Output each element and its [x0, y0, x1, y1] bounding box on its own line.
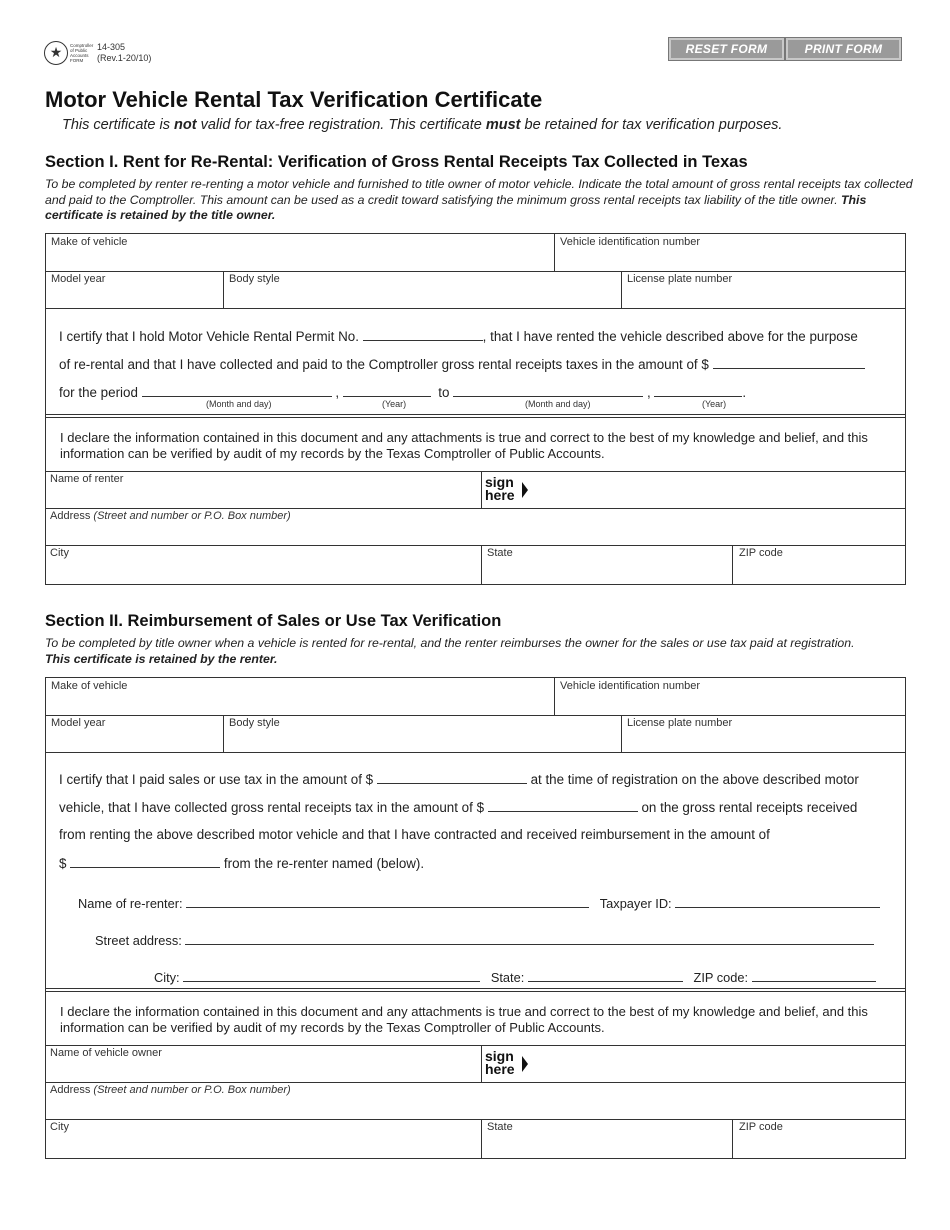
s1-city-label: City: [50, 547, 69, 559]
section1-desc-bold: This certificate is retained by the title owner.: [45, 192, 867, 222]
s2-text: from the re-renter named (below).: [223, 856, 425, 871]
s1-make-field[interactable]: [48, 248, 548, 268]
s1-city-field[interactable]: [48, 560, 476, 580]
s1-cert-text: of re-rental and that I have collected and paid to the Comptroller gross rental receipts taxes in the amount of $: [59, 357, 709, 372]
form-number: 14-305: [97, 42, 126, 52]
s1-zip-field[interactable]: [736, 560, 900, 580]
s2-owner-name-label: Name of vehicle owner: [50, 1047, 162, 1059]
s1-address-field[interactable]: [48, 523, 900, 543]
s1-renter-name-label: Name of renter: [50, 473, 124, 485]
s1-cert-line3: [59, 384, 746, 400]
s2-reimbursement-field[interactable]: [70, 855, 220, 868]
s2-city-label-inline: City:: [154, 970, 180, 985]
s1-permit-no-field[interactable]: [363, 328, 483, 341]
s2-state-label-inline: State:: [490, 970, 525, 985]
s1-signature-field[interactable]: [531, 473, 901, 505]
section2-description: [45, 636, 915, 667]
s2-street-row: [95, 932, 874, 948]
s1-from-month-field[interactable]: [142, 384, 332, 397]
form-revision: (Rev.1-20/10): [97, 53, 152, 63]
s2-vin-field[interactable]: [558, 692, 898, 712]
s2-state-field[interactable]: [485, 1134, 728, 1154]
section2-heading: Section II. Reimbursement of Sales or Use Tax Verification: [45, 612, 502, 630]
s2-rerenter-city-field[interactable]: [183, 969, 480, 982]
s2-line2: [59, 799, 857, 815]
s1-cert-line1: [59, 328, 858, 344]
s2-city-label: City: [50, 1121, 69, 1133]
s1-zip-label: ZIP code: [739, 547, 783, 559]
s2-street-label: Street address:: [95, 933, 182, 948]
s1-sub-month: (Month and day): [206, 399, 272, 409]
s1-renter-name-field[interactable]: [48, 485, 476, 505]
s2-declaration: I declare the information contained in this document and any attachments is true and correct to the best of my knowledge and belief, and this information can be verified by audit of my records by the Texas Comptroller of Public Accounts.: [60, 1004, 868, 1035]
page-title: Motor Vehicle Rental Tax Verification Certificate: [45, 87, 543, 112]
section2-desc-text: To be completed by title owner when a vehicle is rented for re-rental, and the renter reimburses the owner for the sales or use tax paid at registration.: [45, 636, 855, 650]
s1-declaration: I declare the information contained in this document and any attachments is true and correct to the best of my knowledge and belief, and this information can be verified by audit of my records by the Texas Comptroller of Public Accounts.: [60, 430, 868, 461]
s1-cert-line2: [59, 356, 865, 372]
sign-word: sign: [485, 1048, 514, 1064]
s2-line3: from renting the above described motor vehicle and that I have contracted and received reimbursement in the amount of: [59, 827, 770, 842]
section1-description: [45, 177, 915, 224]
s1-plate-field[interactable]: [625, 285, 900, 305]
s2-zip-label-inline: ZIP code:: [693, 970, 749, 985]
s1-sub-year: (Year): [702, 399, 727, 409]
s1-sub-month: (Month and day): [525, 399, 591, 409]
section2-certify-box: [45, 752, 906, 1159]
s2-address-field[interactable]: [48, 1097, 900, 1117]
s2-body-style-label: Body style: [229, 717, 280, 729]
section2-vehicle-box: [45, 677, 906, 753]
s1-comma: ,: [646, 385, 651, 400]
s1-vin-label: Vehicle identification number: [560, 236, 701, 248]
s2-taxpayer-field[interactable]: [675, 895, 880, 908]
address-hint: (Street and number or P.O. Box number): [93, 510, 291, 522]
s2-text: on the gross rental receipts received: [641, 800, 858, 815]
s1-to-year-field[interactable]: [654, 384, 742, 397]
s1-comma: ,: [335, 385, 340, 400]
s1-model-year-field[interactable]: [48, 285, 218, 305]
s2-plate-label: License plate number: [627, 717, 733, 729]
subtitle-emphasis-not: not: [174, 117, 197, 133]
address-hint: (Street and number or P.O. Box number): [93, 1084, 291, 1096]
s2-vin-label: Vehicle identification number: [560, 680, 701, 692]
s1-cert-text: I certify that I hold Motor Vehicle Rental Permit No.: [59, 329, 359, 344]
s2-text: I certify that I paid sales or use tax in the amount of $: [59, 772, 374, 787]
section1-heading: Section I. Rent for Re-Rental: Verification of Gross Rental Receipts Tax Collected in Texas: [45, 153, 748, 171]
s2-plate-field[interactable]: [625, 729, 900, 749]
section1-certify-box: [45, 308, 906, 585]
here-word: here: [485, 487, 515, 503]
s2-tax-paid-field[interactable]: [377, 771, 527, 784]
s2-city-field[interactable]: [48, 1134, 476, 1154]
s1-plate-label: License plate number: [627, 273, 733, 285]
section1-vehicle-box: [45, 233, 906, 309]
s1-state-field[interactable]: [485, 560, 728, 580]
s2-signature-field[interactable]: [531, 1047, 901, 1079]
here-word: here: [485, 1061, 515, 1077]
s2-sign-here: [485, 1050, 515, 1076]
sign-word: sign: [485, 474, 514, 490]
s1-model-year-label: Model year: [51, 273, 106, 285]
s2-rerenter-label: Name of re-renter:: [78, 896, 183, 911]
subtitle-text: This certificate is: [62, 117, 174, 133]
sign-arrow-icon: [522, 1056, 528, 1072]
print-form-button[interactable]: PRINT FORM: [786, 38, 901, 60]
s2-text: vehicle, that I have collected gross rental receipts tax in the amount of $: [59, 800, 485, 815]
s2-rerenter-state-field[interactable]: [528, 969, 683, 982]
s1-tax-amount-field[interactable]: [713, 356, 865, 369]
s1-address-label: [50, 510, 291, 522]
s2-text: at the time of registration on the above described motor: [530, 772, 859, 787]
double-divider: [46, 988, 905, 992]
form-number-block: [97, 42, 151, 64]
sign-arrow-icon: [522, 482, 528, 498]
s2-rental-tax-field[interactable]: [488, 799, 638, 812]
section1-desc-text: To be completed by renter re-renting a motor vehicle and furnished to title owner of motor vehicle. Indicate the total amount of gross rental receipts tax collected and paid to the Comptroller. This amount can be used as a credit toward satisfying the minimum gross rental receipts tax liability of the title owner.: [45, 177, 913, 207]
subtitle-emphasis-must: must: [485, 117, 521, 133]
s2-rerenter-row: [78, 895, 880, 911]
s2-rerenter-field[interactable]: [186, 895, 589, 908]
s2-make-field[interactable]: [48, 692, 548, 712]
s2-body-style-field[interactable]: [227, 729, 617, 749]
s1-cert-text: for the period: [59, 385, 138, 400]
s2-taxpayer-label: Taxpayer ID:: [599, 896, 672, 911]
s1-to-text: to: [438, 385, 450, 400]
s2-line4: [59, 855, 424, 871]
s2-city-row: [154, 969, 876, 985]
s1-to-month-field[interactable]: [453, 384, 643, 397]
s2-address-label: [50, 1084, 291, 1096]
s2-rerenter-zip-field[interactable]: [752, 969, 876, 982]
address-label-text: Address: [50, 1084, 94, 1096]
s2-zip-field[interactable]: [736, 1134, 900, 1154]
section2-desc-bold: This certificate is retained by the renter.: [45, 651, 278, 666]
s2-line1: [59, 771, 859, 787]
s2-model-year-label: Model year: [51, 717, 106, 729]
reset-form-button[interactable]: RESET FORM: [669, 38, 784, 60]
s1-body-style-field[interactable]: [227, 285, 617, 305]
s1-sign-here: [485, 476, 515, 502]
s2-model-year-field[interactable]: [48, 729, 218, 749]
s1-state-label: State: [487, 547, 513, 559]
s2-text: $: [59, 856, 67, 871]
s1-vin-field[interactable]: [558, 248, 898, 268]
s1-body-style-label: Body style: [229, 273, 280, 285]
s2-owner-name-field[interactable]: [48, 1059, 476, 1079]
s2-street-field[interactable]: [185, 932, 874, 945]
subtitle-text: be retained for tax verification purposes.: [520, 117, 783, 133]
s2-state-label: State: [487, 1121, 513, 1133]
s2-zip-label: ZIP code: [739, 1121, 783, 1133]
page-subtitle: [62, 117, 782, 133]
comptroller-seal-icon: ★: [44, 41, 68, 65]
s1-cert-text: , that I have rented the vehicle described above for the purpose: [482, 329, 858, 344]
subtitle-text: valid for tax-free registration. This certificate: [196, 117, 486, 133]
s1-from-year-field[interactable]: [343, 384, 431, 397]
s1-make-label: Make of vehicle: [51, 236, 128, 248]
agency-name: Comptroller of Public Accounts FORM: [70, 43, 94, 63]
s1-sub-year: (Year): [382, 399, 407, 409]
double-divider: [46, 414, 905, 418]
s1-period-end: .: [742, 385, 747, 400]
address-label-text: Address: [50, 510, 94, 522]
s2-make-label: Make of vehicle: [51, 680, 128, 692]
